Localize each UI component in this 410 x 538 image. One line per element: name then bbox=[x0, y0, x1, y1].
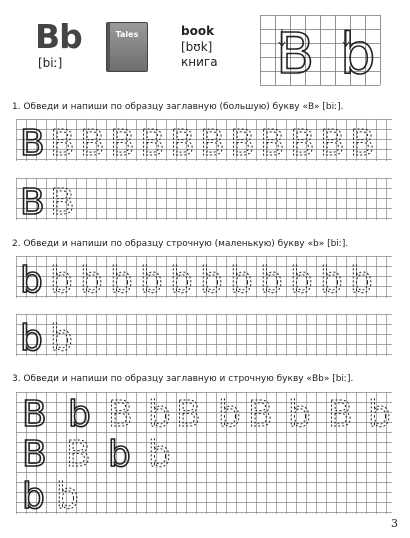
trace-letter: b bbox=[200, 260, 223, 300]
trace-letter: b bbox=[350, 260, 373, 300]
trace-letter: B bbox=[110, 123, 135, 163]
task-text: Обведи и напиши по образцу заглавную и строчную букву «Bb» [biː]. bbox=[23, 374, 354, 384]
sample-letter: B bbox=[20, 182, 45, 222]
task-2-practice-row bbox=[16, 314, 394, 358]
trace-letter: B bbox=[170, 123, 195, 163]
letter-pair-title: Bb bbox=[35, 17, 82, 56]
trace-letter: b bbox=[170, 260, 193, 300]
task-1-trace-row bbox=[16, 119, 394, 163]
sample-letter: B bbox=[22, 434, 47, 475]
book-cover-image bbox=[106, 22, 148, 72]
task-text: Обведи и напиши по образцу строчную (маленькую) букву «b» [biː]. bbox=[23, 239, 349, 249]
trace-letter: b bbox=[80, 260, 103, 300]
trace-letter: B bbox=[80, 123, 105, 163]
task-3-practice-grid bbox=[16, 392, 394, 516]
task-2-trace-row bbox=[16, 256, 394, 300]
trace-letter: b bbox=[110, 260, 133, 300]
vocab-word: book bbox=[181, 24, 215, 38]
vocab-word-transcription: [bʊk] bbox=[181, 40, 213, 54]
sample-letter: b bbox=[22, 476, 45, 516]
trace-letter: B bbox=[350, 123, 375, 163]
trace-letter: b bbox=[148, 394, 171, 435]
trace-letter: b bbox=[288, 394, 311, 435]
trace-letter: B bbox=[248, 394, 273, 435]
trace-letter: B bbox=[260, 123, 285, 163]
sample-letter: B bbox=[20, 123, 45, 163]
trace-letter: b bbox=[368, 394, 391, 435]
task-1-instruction bbox=[12, 102, 344, 113]
sample-uppercase-letter: B bbox=[276, 22, 315, 87]
trace-letter: B bbox=[328, 394, 353, 435]
trace-letter: b bbox=[218, 394, 241, 435]
trace-letter: B bbox=[140, 123, 165, 163]
trace-letter: b bbox=[320, 260, 343, 300]
trace-letter: B bbox=[200, 123, 225, 163]
trace-letter: B bbox=[108, 394, 133, 435]
trace-letter: B bbox=[230, 123, 255, 163]
page-number: 3 bbox=[391, 517, 398, 530]
task-2-instruction bbox=[12, 239, 348, 250]
task-number: 1. bbox=[12, 102, 21, 112]
trace-letter: b bbox=[50, 318, 73, 358]
vocab-word-translation: книга bbox=[181, 55, 218, 69]
book-cover-label: Tales bbox=[115, 30, 139, 39]
trace-letter: b bbox=[56, 476, 79, 516]
task-1-practice-row bbox=[16, 178, 394, 222]
task-number: 2. bbox=[12, 239, 21, 249]
trace-letter: B bbox=[50, 123, 75, 163]
trace-letter: b bbox=[230, 260, 253, 300]
trace-letter: b bbox=[50, 260, 73, 300]
sample-letter: b bbox=[68, 394, 91, 435]
trace-letter: b bbox=[140, 260, 163, 300]
trace-letter: b bbox=[290, 260, 313, 300]
trace-letter: B bbox=[290, 123, 315, 163]
task-text: Обведи и напиши по образцу заглавную (большую) букву «B» [biː]. bbox=[23, 102, 344, 112]
trace-letter: b bbox=[260, 260, 283, 300]
trace-letter: b bbox=[148, 434, 171, 475]
trace-letter: B bbox=[50, 182, 75, 222]
sample-letter: b bbox=[108, 434, 131, 475]
task-number: 3. bbox=[12, 374, 21, 384]
trace-letter: B bbox=[176, 394, 201, 435]
trace-letter: B bbox=[66, 434, 91, 475]
sample-letter: b bbox=[20, 260, 43, 300]
trace-letter: B bbox=[320, 123, 345, 163]
task-3-instruction bbox=[12, 374, 353, 385]
letter-transcription: [biː] bbox=[38, 56, 63, 70]
sample-letter: b bbox=[20, 318, 43, 358]
sample-lowercase-letter: b bbox=[340, 22, 376, 87]
sample-letter: B bbox=[22, 394, 47, 435]
letter-sample-grid bbox=[260, 15, 384, 89]
